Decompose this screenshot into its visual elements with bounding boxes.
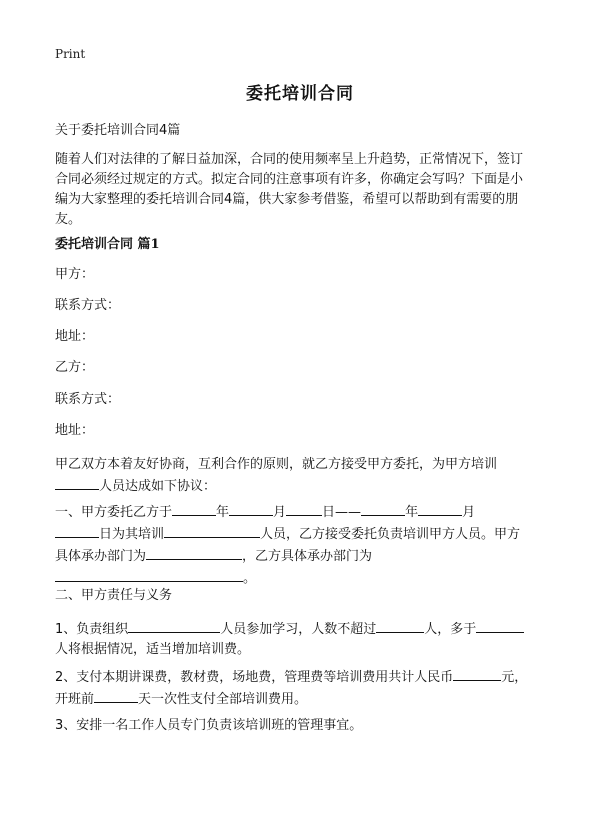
clause-1 bbox=[55, 501, 555, 589]
blank-training-target bbox=[55, 475, 99, 490]
intro-line: 合同必须经过规定的方式。拟定合同的注意事项有许多，你确定会写吗？下面是小 bbox=[55, 172, 524, 187]
agreement-line: 甲乙双方本着友好协商，互利合作的原则，就乙方接受甲方委托，为甲方培训 bbox=[55, 457, 498, 472]
item-2 bbox=[55, 666, 555, 710]
item-1 bbox=[55, 618, 555, 660]
blank-days-before bbox=[94, 688, 138, 703]
print-link[interactable]: Print bbox=[55, 47, 86, 61]
blank-organizer bbox=[128, 618, 220, 633]
intro-line: 友。 bbox=[55, 212, 82, 227]
blank-start-year bbox=[172, 501, 216, 516]
blank-max-people bbox=[376, 618, 424, 633]
blank-end-year bbox=[361, 501, 405, 516]
item-2-line-1: 2、支付本期讲课费，教材费，场地费，管理费等培训费用共计人民币 元， bbox=[55, 666, 555, 688]
blank-total-fee bbox=[453, 666, 501, 681]
intro-line: 随着人们对法律的了解日益加深，合同的使用频率呈上升趋势，正常情况下，签订 bbox=[55, 152, 524, 167]
clause-1-line-3: 具体承办部门为 ，乙方具体承办部门为 bbox=[55, 545, 555, 567]
blank-over-people bbox=[476, 618, 524, 633]
clause-1-line-4: 。 bbox=[55, 567, 555, 589]
intro-paragraph bbox=[55, 150, 555, 230]
document-title: 委托培训合同 bbox=[246, 84, 354, 104]
clause-2-heading: 二、甲方责任与义务 bbox=[55, 588, 173, 603]
clause-1-line-2: 日为其培训 人员，乙方接受委托负责培训甲方人员。甲方 bbox=[55, 523, 555, 545]
party-a-contact-label: 联系方式： bbox=[55, 298, 121, 313]
item-2-line-2: 开班前 天一次性支付全部培训费用。 bbox=[55, 688, 555, 710]
blank-start-day bbox=[286, 501, 322, 516]
agreement-line-2: 人员达成如下协议： bbox=[55, 475, 555, 497]
party-b-contact-label: 联系方式： bbox=[55, 392, 121, 407]
blank-party-b-dept bbox=[55, 567, 243, 582]
blank-start-month bbox=[229, 501, 273, 516]
intro-line: 编为大家整理的委托培训合同4篇，供大家参考借鉴，希望可以帮助到有需要的朋 bbox=[55, 192, 519, 207]
party-a-label: 甲方： bbox=[55, 267, 95, 282]
section-heading: 委托培训合同 篇1 bbox=[55, 237, 160, 252]
blank-party-a-dept bbox=[146, 545, 242, 560]
party-a-address-label: 地址： bbox=[55, 329, 95, 344]
clause-1-line-1: 一、甲方委托乙方于 年 月 日—— 年 月 bbox=[55, 501, 555, 523]
blank-end-day bbox=[55, 523, 99, 538]
agreement-paragraph bbox=[55, 455, 555, 497]
document-subtitle: 关于委托培训合同4篇 bbox=[55, 123, 181, 138]
item-1-line-2: 人将根据情况，适当增加培训费。 bbox=[55, 642, 251, 657]
item-1-line-1: 1、负责组织 人员参加学习，人数不超过 人，多于 bbox=[55, 618, 555, 640]
item-3: 3、安排一名工作人员专门负责该培训班的管理事宜。 bbox=[55, 718, 363, 733]
blank-trainee-type bbox=[164, 523, 260, 538]
blank-end-month bbox=[418, 501, 462, 516]
party-b-label: 乙方： bbox=[55, 360, 95, 375]
party-b-address-label: 地址： bbox=[55, 423, 95, 438]
